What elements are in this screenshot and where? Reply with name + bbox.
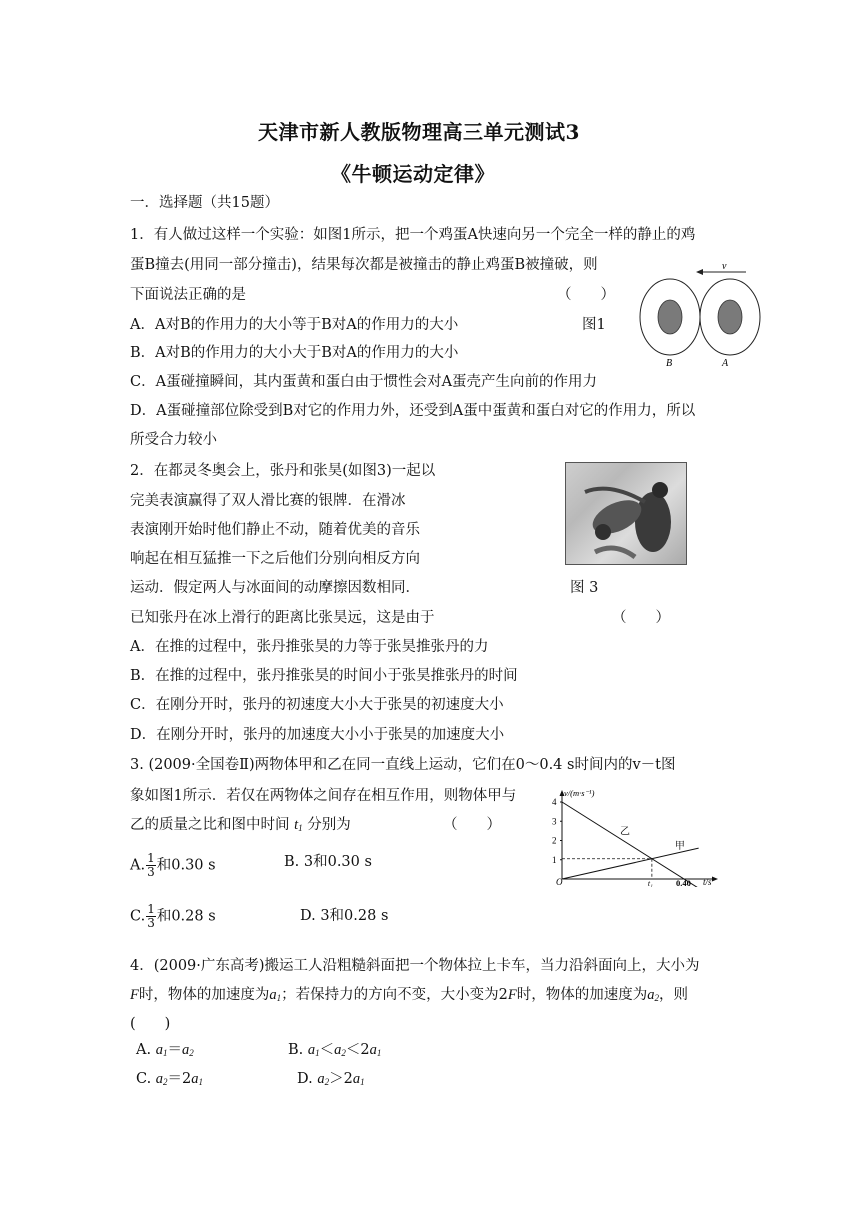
q4-line2-d: ，则 xyxy=(658,987,688,1003)
q3-option-c-suffix: 和0.28 s xyxy=(156,908,216,925)
sub: 2 xyxy=(324,1077,330,1087)
q2-line3: 表演刚开始时他们静止不动，随着优美的音乐 xyxy=(130,522,420,538)
frac-num: 1 xyxy=(147,851,155,865)
q3-t1-t: t xyxy=(294,817,299,833)
q4-option-d-label: D. xyxy=(297,1071,313,1087)
sub: 2 xyxy=(163,1077,168,1087)
q2-answer-blank: （ ） xyxy=(612,610,670,626)
eq: ＝ xyxy=(167,1042,182,1058)
q4-opt-c-a2 xyxy=(156,1071,168,1087)
q4-option-b xyxy=(288,1040,381,1063)
q4-option-c-label: C. xyxy=(136,1071,152,1087)
frac-num: 1 xyxy=(147,902,155,916)
skater-female-head xyxy=(595,524,611,540)
q4-opt-c-a1 xyxy=(191,1071,203,1087)
frac-den: 3 xyxy=(147,865,155,879)
q4-var-f2: F xyxy=(507,987,517,1003)
velocity-arrowhead xyxy=(696,269,703,275)
a: a xyxy=(317,1071,325,1087)
q3-option-a-prefix: A. xyxy=(130,857,146,874)
a: a xyxy=(307,1042,316,1058)
q2-line2: 完美表演赢得了双人滑比赛的银牌．在滑冰 xyxy=(130,493,406,509)
sub: 1 xyxy=(360,1077,365,1087)
q1-option-d-line2: 所受合力较小 xyxy=(130,432,217,448)
q4-opt-b-a1b xyxy=(370,1042,382,1058)
q3-t1-sub: 1 xyxy=(298,823,303,833)
x-end-label: 0.40 xyxy=(676,878,691,887)
q1-line1: 1．有人做过这样一个实验：如图1所示，把一个鸡蛋A快速向另一个完全一样的静止的鸡 xyxy=(130,227,696,243)
q4-option-b-label: B. xyxy=(288,1042,304,1058)
gt: ＞ xyxy=(329,1071,344,1087)
q4-var-a1 xyxy=(269,987,281,1003)
sub: 1 xyxy=(315,1048,320,1058)
q4-line2 xyxy=(130,985,688,1008)
q4-opt-d-a1 xyxy=(353,1071,365,1087)
q1-figure-label: 图1 xyxy=(582,317,606,333)
a: a xyxy=(334,1042,342,1058)
q3-line1-text: 3. (2009·全国卷Ⅱ)两物体甲和乙在同一直线上运动，它们在0～0.4 s时间内的v－t图 xyxy=(130,757,676,773)
q3-line1 xyxy=(130,755,675,775)
lt: ＜ xyxy=(345,1042,361,1058)
q3-line3 xyxy=(130,815,351,838)
q4-opt-a-a1 xyxy=(156,1042,168,1058)
q3-line3-a: 乙的质量之比和图中时间 xyxy=(130,817,290,833)
a: a xyxy=(191,1071,199,1087)
section-heading: 一．选择题（共15题） xyxy=(130,195,279,211)
a: a xyxy=(352,1071,361,1087)
vt-chart xyxy=(548,787,728,887)
two: 2 xyxy=(343,1071,353,1087)
q4-opt-b-a1 xyxy=(308,1042,320,1058)
q3-line3-b: 分别为 xyxy=(307,817,351,833)
q3-line2: 象如图1所示．若仅在两物体之间存在相互作用，则物体甲与 xyxy=(130,788,517,804)
vt-marks xyxy=(552,797,699,887)
q1-answer-blank: （ ） xyxy=(557,287,615,303)
q2-figure-label: 图 3 xyxy=(570,580,599,596)
t1-label: t₁ xyxy=(647,879,653,887)
q3-option-a-suffix: 和0.30 s xyxy=(156,857,216,874)
q4-var-a2 xyxy=(647,987,659,1003)
lt: ＜ xyxy=(319,1042,335,1058)
two: 2 xyxy=(182,1071,192,1087)
series-line-jia xyxy=(562,848,699,879)
y-axis-label: v/(m·s⁻¹) xyxy=(564,788,595,798)
q4-line2-c: 时，物体的加速度为 xyxy=(516,987,648,1003)
series-label-yi: 乙 xyxy=(619,826,630,838)
y-tick-label: 1 xyxy=(552,854,557,865)
q1-option-a: A．A对B的作用力的大小等于B对A的作用力的大小 xyxy=(130,317,459,333)
q4-option-c xyxy=(136,1069,203,1092)
sub: 1 xyxy=(162,1048,168,1058)
q2-option-a: A．在推的过程中，张丹推张昊的力等于张昊推张丹的力 xyxy=(130,639,489,655)
q2-option-b: B．在推的过程中，张丹推张昊的时间小于张昊推张丹的时间 xyxy=(130,668,518,684)
egg-a-label: A xyxy=(722,358,729,369)
q4-var-f1: F xyxy=(130,987,139,1003)
q4-opt-a-a2 xyxy=(182,1042,194,1058)
skater-arms xyxy=(585,489,645,502)
q3-option-c-fraction xyxy=(146,903,156,930)
q3-option-a-fraction xyxy=(146,852,156,879)
q2-line4: 响起在相互猛推一下之后他们分别向相反方向 xyxy=(130,551,420,567)
y-tick-label: 2 xyxy=(552,835,557,846)
q4-option-a xyxy=(136,1040,194,1063)
q3-option-a xyxy=(130,852,216,879)
y-tick-label: 4 xyxy=(552,797,557,807)
q3-option-c xyxy=(130,903,216,930)
q4-line2-a: 时，物体的加速度为 xyxy=(138,987,270,1003)
q1-option-d-line1: D．A蛋碰撞部位除受到B对它的作用力外，还受到A蛋中蛋黄和蛋白对它的作用力，所以 xyxy=(130,403,696,419)
q4-option-a-label: A. xyxy=(136,1042,152,1058)
q4-a1-sub: 1 xyxy=(276,993,282,1003)
two: 2 xyxy=(360,1042,370,1058)
eq: ＝ xyxy=(167,1071,183,1087)
q3-answer-blank: （ ） xyxy=(443,817,501,833)
a: a xyxy=(181,1042,190,1058)
page-subtitle: 《牛顿运动定律》 xyxy=(331,162,495,186)
egg-a-yolk xyxy=(718,300,742,334)
page-title: 天津市新人教版物理高三单元测试3 xyxy=(258,120,580,144)
q4-opt-d-a2 xyxy=(317,1071,329,1087)
origin-label: O xyxy=(556,877,563,887)
velocity-label: v xyxy=(722,261,727,272)
sub: 1 xyxy=(198,1077,204,1087)
egg-b-yolk xyxy=(658,300,682,334)
sub: 2 xyxy=(189,1048,194,1058)
q2-option-c: C．在刚分开时，张丹的初速度大小大于张昊的初速度大小 xyxy=(130,697,504,713)
q1-line2: 蛋B撞去(用同一部分撞击)，结果每次都是被撞击的静止鸡蛋B被撞破，则 xyxy=(130,257,598,273)
a: a xyxy=(369,1042,377,1058)
q3-option-b: B. 3和0.30 s xyxy=(284,854,372,870)
q2-option-d: D．在刚分开时，张丹的加速度大小小于张昊的加速度大小 xyxy=(130,727,505,743)
q1-line3: 下面说法正确的是 xyxy=(130,287,246,303)
q2-line6: 已知张丹在冰上滑行的距离比张昊远，这是由于 xyxy=(130,610,435,626)
q2-line1: 2．在都灵冬奥会上，张丹和张昊(如图3)一起以 xyxy=(130,463,436,479)
q3-option-d: D. 3和0.28 s xyxy=(300,908,389,924)
frac-den: 3 xyxy=(147,916,155,930)
q4-line1: 4．(2009·广东高考)搬运工人沿粗糙斜面把一个物体拉上卡车，当力沿斜面向上，大小为 xyxy=(130,958,700,974)
q4-opt-b-a2 xyxy=(334,1042,346,1058)
q4-option-d xyxy=(297,1069,365,1092)
skater-male-head xyxy=(652,482,668,498)
egg-b-label: B xyxy=(666,358,673,369)
q4-line2-b: ；若保持力的方向不变，大小变为2 xyxy=(281,987,508,1003)
q4-a2-a: a xyxy=(647,987,655,1003)
x-axis-arrow xyxy=(712,877,718,882)
sub: 2 xyxy=(341,1048,346,1058)
q3-option-c-prefix: C. xyxy=(130,908,146,925)
x-axis-label: t/s xyxy=(703,877,712,887)
a: a xyxy=(155,1042,163,1058)
skater-legs xyxy=(595,548,635,557)
skaters-photo xyxy=(565,462,687,565)
skaters-silhouette xyxy=(565,462,687,565)
q4-answer-blank: ( ) xyxy=(130,1016,171,1032)
sub: 1 xyxy=(376,1048,382,1058)
y-tick-label: 3 xyxy=(552,816,557,827)
q3-t1-var xyxy=(294,817,303,833)
a: a xyxy=(155,1071,164,1087)
q4-a2-sub: 2 xyxy=(654,993,659,1003)
q1-option-b: B．A对B的作用力的大小大于B对A的作用力的大小 xyxy=(130,345,459,361)
q4-a1-a: a xyxy=(269,987,277,1003)
egg-collision-figure xyxy=(636,260,766,370)
q2-line5: 运动．假定两人与冰面间的动摩擦因数相同． xyxy=(130,580,420,596)
q1-option-c: C．A蛋碰撞瞬间，其内蛋黄和蛋白由于惯性会对A蛋壳产生向前的作用力 xyxy=(130,374,598,390)
series-label-jia: 甲 xyxy=(674,841,685,853)
